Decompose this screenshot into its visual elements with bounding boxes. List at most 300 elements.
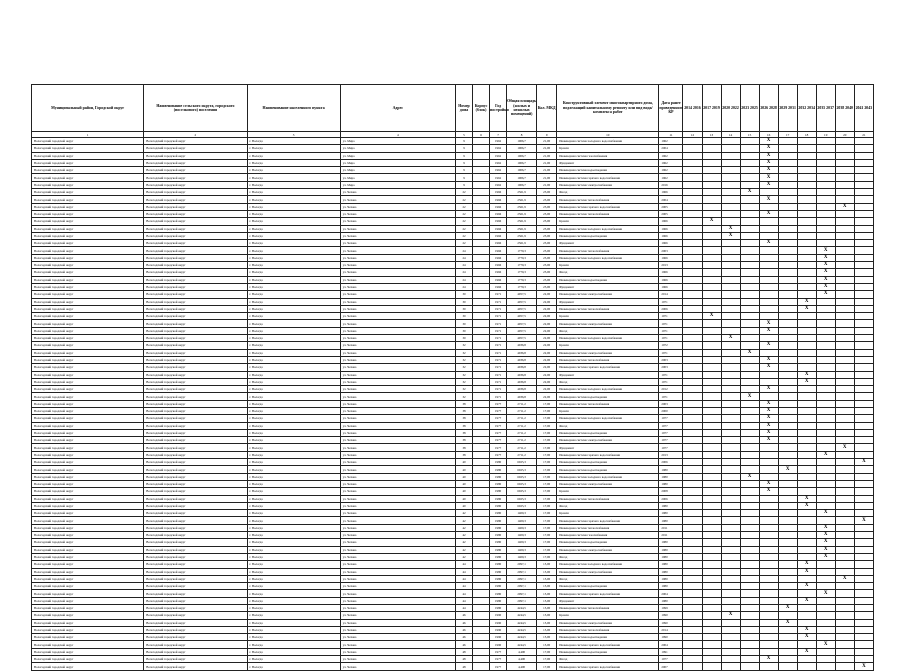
period-cell-21 bbox=[854, 444, 873, 451]
period-cell-14 bbox=[721, 605, 740, 612]
settlement-cell: Вологодский городской округ bbox=[144, 546, 247, 553]
period-cell-16 bbox=[759, 539, 778, 546]
period-cell-18 bbox=[797, 386, 816, 393]
last-repair-date-cell: 1977 bbox=[659, 444, 683, 451]
period-cell-19 bbox=[816, 378, 835, 385]
period-cell-13 bbox=[702, 663, 721, 670]
element-cell: Инженерная система электроснабжения bbox=[557, 181, 659, 188]
building-cell bbox=[473, 524, 490, 531]
settlement-cell: Вологодский городской округ bbox=[144, 641, 247, 648]
year-built-cell: 1980 bbox=[490, 510, 507, 517]
address-cell: ул. Чехова bbox=[340, 189, 455, 196]
address-cell: ул. Мира bbox=[340, 152, 455, 159]
address-cell: ул. Чехова bbox=[340, 546, 455, 553]
table-row bbox=[32, 466, 874, 473]
period-cell-21 bbox=[854, 597, 873, 604]
period-cell-20 bbox=[835, 335, 854, 342]
period-cell-17 bbox=[778, 210, 797, 217]
year-built-cell: 1971 bbox=[490, 342, 507, 349]
period-cell-12 bbox=[683, 437, 702, 444]
last-repair-date-cell: 1966 bbox=[659, 240, 683, 247]
period-mark: X bbox=[721, 225, 740, 232]
building-cell bbox=[473, 174, 490, 181]
count-cell: 21,00 bbox=[537, 145, 557, 152]
period-cell-17 bbox=[778, 532, 797, 539]
year-built-cell: 1977 bbox=[490, 663, 507, 670]
count-cell: 23,00 bbox=[537, 189, 557, 196]
period-cell-21 bbox=[854, 451, 873, 458]
count-cell: 22,00 bbox=[537, 342, 557, 349]
period-cell-20 bbox=[835, 634, 854, 641]
period-cell-15 bbox=[740, 386, 759, 393]
locality-cell: г. Вологда bbox=[247, 174, 340, 181]
element-cell: Инженерная система горячего водоснабжения bbox=[557, 663, 659, 670]
locality-cell: г. Вологда bbox=[247, 656, 340, 663]
building-cell bbox=[473, 634, 490, 641]
element-cell: Инженерная система теплоснабжения bbox=[557, 356, 659, 363]
settlement-cell: Вологодский городской округ bbox=[144, 488, 247, 495]
period-cell-19 bbox=[816, 502, 835, 509]
period-cell-18 bbox=[797, 400, 816, 407]
table-row bbox=[32, 378, 874, 385]
period-cell-21 bbox=[854, 232, 873, 239]
period-cell-13 bbox=[702, 656, 721, 663]
period-cell-19 bbox=[816, 203, 835, 210]
address-cell: ул. Чехова bbox=[340, 648, 455, 655]
house-number-cell: 32 bbox=[455, 349, 472, 356]
period-cell-17 bbox=[778, 663, 797, 670]
period-cell-16 bbox=[759, 495, 778, 502]
area-cell: 6025,3 bbox=[507, 488, 537, 495]
period-cell-15 bbox=[740, 561, 759, 568]
element-cell: Инженерная система холодного водоснабжения bbox=[557, 138, 659, 145]
settlement-cell: Вологодский городской округ bbox=[144, 210, 247, 217]
element-cell: Инженерная система электроснабжения bbox=[557, 619, 659, 626]
period-cell-20 bbox=[835, 298, 854, 305]
column-header: 2020 2022 bbox=[721, 85, 740, 132]
period-mark: X bbox=[816, 590, 835, 597]
locality-cell: г. Вологда bbox=[247, 568, 340, 575]
house-number-cell: 22 bbox=[455, 240, 472, 247]
period-cell-17 bbox=[778, 510, 797, 517]
element-cell: Инженерная система газоснабжения bbox=[557, 532, 659, 539]
building-cell bbox=[473, 429, 490, 436]
element-cell: Фундамент bbox=[557, 240, 659, 247]
period-cell-15 bbox=[740, 335, 759, 342]
period-cell-19 bbox=[816, 218, 835, 225]
count-cell: 22,00 bbox=[537, 291, 557, 298]
table-row bbox=[32, 597, 874, 604]
house-number-cell: 9 bbox=[455, 181, 472, 188]
district-cell: Вологодский городской округ bbox=[32, 524, 144, 531]
year-built-cell: 1977 bbox=[490, 407, 507, 414]
area-cell: 4957,5 bbox=[507, 320, 537, 327]
last-repair-date-cell: 1966 bbox=[659, 225, 683, 232]
area-cell: 4957,5 bbox=[507, 298, 537, 305]
period-cell-14 bbox=[721, 495, 740, 502]
column-header: Кол. МКД bbox=[537, 85, 557, 132]
period-cell-20 bbox=[835, 291, 854, 298]
period-cell-21 bbox=[854, 466, 873, 473]
period-cell-14 bbox=[721, 451, 740, 458]
year-built-cell: 1980 bbox=[490, 546, 507, 553]
district-cell: Вологодский городской округ bbox=[32, 167, 144, 174]
period-mark: X bbox=[759, 488, 778, 495]
period-cell-20 bbox=[835, 626, 854, 633]
last-repair-date-cell: 2013 bbox=[659, 262, 683, 269]
period-cell-12 bbox=[683, 495, 702, 502]
period-cell-19 bbox=[816, 356, 835, 363]
period-cell-17 bbox=[778, 283, 797, 290]
period-cell-19 bbox=[816, 575, 835, 582]
district-cell: Вологодский городской округ bbox=[32, 196, 144, 203]
period-cell-15 bbox=[740, 269, 759, 276]
house-number-cell: 30 bbox=[455, 305, 472, 312]
area-cell: 1409,3 bbox=[507, 539, 537, 546]
element-cell: Инженерная система водоотведения bbox=[557, 634, 659, 641]
period-cell-17 bbox=[778, 181, 797, 188]
period-cell-18 bbox=[797, 189, 816, 196]
period-cell-20 bbox=[835, 583, 854, 590]
period-cell-16 bbox=[759, 561, 778, 568]
period-cell-13 bbox=[702, 159, 721, 166]
period-cell-14 bbox=[721, 488, 740, 495]
period-mark: X bbox=[797, 371, 816, 378]
period-cell-15 bbox=[740, 305, 759, 312]
last-repair-date-cell: 2013 bbox=[659, 451, 683, 458]
count-cell: 22,00 bbox=[537, 378, 557, 385]
period-cell-17 bbox=[778, 159, 797, 166]
area-cell: 1409,3 bbox=[507, 546, 537, 553]
locality-cell: г. Вологда bbox=[247, 210, 340, 217]
period-cell-20 bbox=[835, 210, 854, 217]
period-cell-17 bbox=[778, 517, 797, 524]
column-header: 2023 2025 bbox=[740, 85, 759, 132]
building-cell bbox=[473, 473, 490, 480]
period-cell-18 bbox=[797, 313, 816, 320]
period-cell-21 bbox=[854, 167, 873, 174]
count-cell: 17,00 bbox=[537, 437, 557, 444]
period-mark: X bbox=[759, 415, 778, 422]
period-cell-13 bbox=[702, 590, 721, 597]
period-cell-18 bbox=[797, 575, 816, 582]
count-cell: 17,00 bbox=[537, 459, 557, 466]
period-cell-21 bbox=[854, 269, 873, 276]
count-cell: 23,00 bbox=[537, 232, 557, 239]
count-cell: 17,00 bbox=[537, 422, 557, 429]
area-cell: 2097,1 bbox=[507, 590, 537, 597]
period-cell-12 bbox=[683, 247, 702, 254]
period-mark: X bbox=[816, 546, 835, 553]
year-built-cell: 1971 bbox=[490, 335, 507, 342]
period-cell-20 bbox=[835, 254, 854, 261]
period-cell-19 bbox=[816, 138, 835, 145]
column-header: 2026 2028 bbox=[759, 85, 778, 132]
period-cell-12 bbox=[683, 254, 702, 261]
period-cell-13 bbox=[702, 466, 721, 473]
column-number: 11 bbox=[659, 132, 683, 138]
locality-cell: г. Вологда bbox=[247, 335, 340, 342]
count-cell: 15,00 bbox=[537, 568, 557, 575]
period-cell-18 bbox=[797, 422, 816, 429]
settlement-cell: Вологодский городской округ bbox=[144, 619, 247, 626]
period-mark: X bbox=[816, 283, 835, 290]
period-cell-14 bbox=[721, 459, 740, 466]
year-built-cell: 1977 bbox=[490, 451, 507, 458]
period-cell-19 bbox=[816, 181, 835, 188]
address-cell: ул. Чехова bbox=[340, 626, 455, 633]
period-cell-17 bbox=[778, 459, 797, 466]
element-cell: Инженерная система горячего водоснабжения bbox=[557, 174, 659, 181]
period-cell-18 bbox=[797, 415, 816, 422]
period-cell-20 bbox=[835, 327, 854, 334]
count-cell: 17,00 bbox=[537, 553, 557, 560]
count-cell: 23,00 bbox=[537, 247, 557, 254]
house-number-cell: 44 bbox=[455, 561, 472, 568]
period-mark: X bbox=[797, 495, 816, 502]
period-mark: X bbox=[797, 634, 816, 641]
district-cell: Вологодский городской округ bbox=[32, 429, 144, 436]
period-cell-18 bbox=[797, 480, 816, 487]
period-cell-13 bbox=[702, 415, 721, 422]
period-cell-17 bbox=[778, 546, 797, 553]
period-cell-18 bbox=[797, 488, 816, 495]
building-cell bbox=[473, 152, 490, 159]
settlement-cell: Вологодский городской округ bbox=[144, 305, 247, 312]
period-cell-19 bbox=[816, 648, 835, 655]
house-number-cell: 40 bbox=[455, 466, 472, 473]
house-number-cell: 24 bbox=[455, 262, 472, 269]
period-cell-15 bbox=[740, 641, 759, 648]
building-cell bbox=[473, 626, 490, 633]
year-built-cell: 1966 bbox=[490, 276, 507, 283]
district-cell: Вологодский городской округ bbox=[32, 203, 144, 210]
period-cell-17 bbox=[778, 626, 797, 633]
count-cell: 22,00 bbox=[537, 386, 557, 393]
period-cell-16 bbox=[759, 502, 778, 509]
period-cell-21 bbox=[854, 575, 873, 582]
period-cell-13 bbox=[702, 174, 721, 181]
table-row bbox=[32, 561, 874, 568]
element-cell: Инженерная система теплоснабжения bbox=[557, 400, 659, 407]
period-cell-15 bbox=[740, 283, 759, 290]
settlement-cell: Вологодский городской округ bbox=[144, 269, 247, 276]
count-cell: 17,00 bbox=[537, 546, 557, 553]
period-cell-12 bbox=[683, 269, 702, 276]
count-cell: 23,00 bbox=[537, 210, 557, 217]
table-row bbox=[32, 539, 874, 546]
table-row bbox=[32, 444, 874, 451]
period-cell-18 bbox=[797, 349, 816, 356]
address-cell: ул. Чехова bbox=[340, 407, 455, 414]
area-cell: 2711,2 bbox=[507, 415, 537, 422]
period-cell-21 bbox=[854, 298, 873, 305]
period-mark: X bbox=[854, 663, 873, 670]
settlement-cell: Вологодский городской округ bbox=[144, 378, 247, 385]
period-cell-14 bbox=[721, 327, 740, 334]
last-repair-date-cell: 1980 bbox=[659, 568, 683, 575]
last-repair-date-cell: 2003 bbox=[659, 364, 683, 371]
period-cell-18 bbox=[797, 210, 816, 217]
district-cell: Вологодский городской округ bbox=[32, 546, 144, 553]
last-repair-date-cell: 1990 bbox=[659, 612, 683, 619]
locality-cell: г. Вологда bbox=[247, 189, 340, 196]
period-cell-15 bbox=[740, 327, 759, 334]
period-cell-13 bbox=[702, 210, 721, 217]
locality-cell: г. Вологда bbox=[247, 422, 340, 429]
period-cell-17 bbox=[778, 444, 797, 451]
period-cell-13 bbox=[702, 437, 721, 444]
last-repair-date-cell: 2007 bbox=[659, 663, 683, 670]
house-number-cell: 24 bbox=[455, 276, 472, 283]
settlement-cell: Вологодский городской округ bbox=[144, 145, 247, 152]
district-cell: Вологодский городской округ bbox=[32, 371, 144, 378]
period-mark: X bbox=[740, 349, 759, 356]
period-cell-21 bbox=[854, 356, 873, 363]
period-cell-20 bbox=[835, 466, 854, 473]
period-cell-17 bbox=[778, 364, 797, 371]
locality-cell: г. Вологда bbox=[247, 517, 340, 524]
address-cell: ул. Чехова bbox=[340, 342, 455, 349]
settlement-cell: Вологодский городской округ bbox=[144, 349, 247, 356]
period-mark: X bbox=[759, 327, 778, 334]
period-cell-13 bbox=[702, 459, 721, 466]
count-cell: 23,00 bbox=[537, 269, 557, 276]
table-row bbox=[32, 459, 874, 466]
period-cell-16 bbox=[759, 247, 778, 254]
building-cell bbox=[473, 269, 490, 276]
table-row bbox=[32, 174, 874, 181]
address-cell: ул. Мира bbox=[340, 145, 455, 152]
period-cell-12 bbox=[683, 181, 702, 188]
settlement-cell: Вологодский городской округ bbox=[144, 386, 247, 393]
locality-cell: г. Вологда bbox=[247, 181, 340, 188]
area-cell: 6025,3 bbox=[507, 495, 537, 502]
house-number-cell: 32 bbox=[455, 386, 472, 393]
settlement-cell: Вологодский городской округ bbox=[144, 459, 247, 466]
count-cell: 21,00 bbox=[537, 159, 557, 166]
locality-cell: г. Вологда bbox=[247, 597, 340, 604]
period-cell-15 bbox=[740, 313, 759, 320]
count-cell: 17,00 bbox=[537, 502, 557, 509]
address-cell: ул. Чехова bbox=[340, 532, 455, 539]
table-row bbox=[32, 612, 874, 619]
settlement-cell: Вологодский городской округ bbox=[144, 495, 247, 502]
count-cell: 17,00 bbox=[537, 451, 557, 458]
period-cell-21 bbox=[854, 539, 873, 546]
column-header: 2038 2040 bbox=[835, 85, 854, 132]
period-cell-19 bbox=[816, 437, 835, 444]
period-cell-17 bbox=[778, 371, 797, 378]
settlement-cell: Вологодский городской округ bbox=[144, 159, 247, 166]
period-cell-20 bbox=[835, 269, 854, 276]
period-cell-21 bbox=[854, 189, 873, 196]
area-cell: 4,400 bbox=[507, 656, 537, 663]
element-cell: Инженерная система теплоснабжения bbox=[557, 524, 659, 531]
period-cell-19 bbox=[816, 429, 835, 436]
area-cell: 2711,2 bbox=[507, 444, 537, 451]
district-cell: Вологодский городской округ bbox=[32, 641, 144, 648]
column-number: 17 bbox=[778, 132, 797, 138]
period-cell-15 bbox=[740, 429, 759, 436]
period-cell-17 bbox=[778, 575, 797, 582]
period-mark: X bbox=[816, 532, 835, 539]
period-cell-15 bbox=[740, 634, 759, 641]
house-number-cell: 40 bbox=[455, 502, 472, 509]
locality-cell: г. Вологда bbox=[247, 269, 340, 276]
district-cell: Вологодский городской округ bbox=[32, 495, 144, 502]
last-repair-date-cell: 2011 bbox=[659, 524, 683, 531]
period-cell-12 bbox=[683, 356, 702, 363]
period-cell-15 bbox=[740, 225, 759, 232]
period-cell-16 bbox=[759, 189, 778, 196]
period-mark: X bbox=[797, 648, 816, 655]
building-cell bbox=[473, 459, 490, 466]
locality-cell: г. Вологда bbox=[247, 612, 340, 619]
period-cell-14 bbox=[721, 181, 740, 188]
locality-cell: г. Вологда bbox=[247, 305, 340, 312]
period-mark: X bbox=[778, 466, 797, 473]
period-cell-14 bbox=[721, 641, 740, 648]
address-cell: ул. Чехова bbox=[340, 364, 455, 371]
period-cell-13 bbox=[702, 502, 721, 509]
period-cell-14 bbox=[721, 196, 740, 203]
address-cell: ул. Чехова bbox=[340, 291, 455, 298]
house-number-cell: 32 bbox=[455, 393, 472, 400]
house-number-cell: 42 bbox=[455, 510, 472, 517]
area-cell: 1409,3 bbox=[507, 510, 537, 517]
area-cell: 1409,3 bbox=[507, 532, 537, 539]
district-cell: Вологодский городской округ bbox=[32, 181, 144, 188]
area-cell: 2097,1 bbox=[507, 597, 537, 604]
house-number-cell: 9 bbox=[455, 159, 472, 166]
locality-cell: г. Вологда bbox=[247, 159, 340, 166]
period-cell-12 bbox=[683, 451, 702, 458]
district-cell: Вологодский городской округ bbox=[32, 532, 144, 539]
house-number-cell: 9 bbox=[455, 167, 472, 174]
period-cell-20 bbox=[835, 546, 854, 553]
last-repair-date-cell: 1966 bbox=[659, 218, 683, 225]
house-number-cell: 22 bbox=[455, 210, 472, 217]
year-built-cell: 1980 bbox=[490, 597, 507, 604]
period-cell-12 bbox=[683, 488, 702, 495]
period-cell-18 bbox=[797, 203, 816, 210]
area-cell: 4244,5 bbox=[507, 641, 537, 648]
address-cell: ул. Чехова bbox=[340, 415, 455, 422]
settlement-cell: Вологодский городской округ bbox=[144, 174, 247, 181]
period-cell-18 bbox=[797, 225, 816, 232]
period-cell-20 bbox=[835, 553, 854, 560]
last-repair-date-cell: 1962 bbox=[659, 152, 683, 159]
period-cell-14 bbox=[721, 532, 740, 539]
locality-cell: г. Вологда bbox=[247, 415, 340, 422]
house-number-cell: 44 bbox=[455, 597, 472, 604]
period-cell-20 bbox=[835, 473, 854, 480]
last-repair-date-cell: 2005 bbox=[659, 203, 683, 210]
period-cell-15 bbox=[740, 138, 759, 145]
locality-cell: г. Вологда bbox=[247, 648, 340, 655]
period-cell-17 bbox=[778, 590, 797, 597]
period-cell-18 bbox=[797, 429, 816, 436]
settlement-cell: Вологодский городской округ bbox=[144, 656, 247, 663]
district-cell: Вологодский городской округ bbox=[32, 656, 144, 663]
period-cell-12 bbox=[683, 225, 702, 232]
locality-cell: г. Вологда bbox=[247, 407, 340, 414]
element-cell: Инженерная система теплоснабжения bbox=[557, 305, 659, 312]
period-cell-18 bbox=[797, 546, 816, 553]
period-cell-13 bbox=[702, 539, 721, 546]
element-cell: Инженерная система водоотведения bbox=[557, 648, 659, 655]
